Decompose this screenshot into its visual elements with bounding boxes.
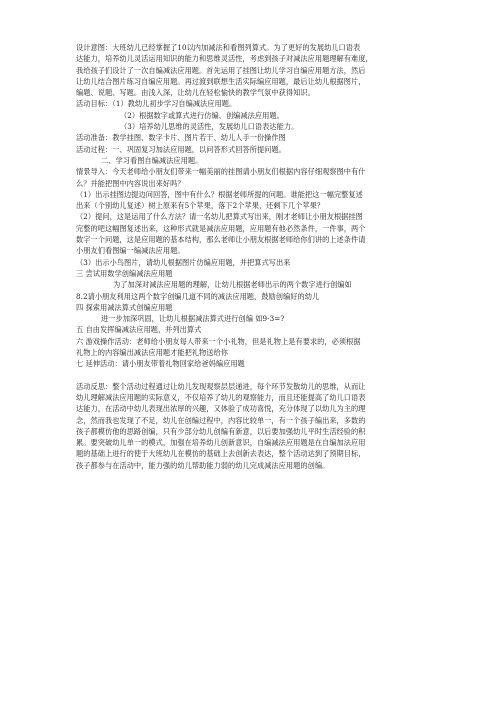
reflection-line: 达能力，在活动中幼儿表现出浓厚的兴趣，又体验了成功喜悦，充分体现了以幼儿为主的理: [76, 404, 366, 414]
body-line: 完整的吧这幅图复述出来，这种形式就是减法应用题，应用题有他必然条件，一件事，两个: [76, 223, 366, 233]
body-line: 出来（个别幼儿复述）树上原来有5个苹果，落下2个苹果，还剩下几个苹果？: [76, 201, 325, 211]
goal-item: （3）培养幼儿思维的灵活性，发展幼儿口语表达能力。: [120, 122, 299, 132]
body-line: （3）出示小鸟图片，请幼儿根据图片仿编应用题，并把算式写出来: [76, 257, 291, 267]
goals-title: 活动目标：（1）教幼儿初步学习自编减法应用题。: [76, 99, 237, 109]
intro-line: 编题、说题、写题。由浅入深，让幼儿在轻松愉快的教学气氛中获得知识。: [76, 88, 315, 98]
body-line: 么？并能把图中内容说出来好吗？: [76, 178, 185, 188]
reflection-line: 孩子都参与在活动中，能力强的幼儿帮助能力弱的幼儿完成减法应用题的创编。: [76, 460, 330, 470]
paragraph-gap: [76, 370, 426, 381]
reflection-line: 题的基础上进行的使于大班幼儿在模仿的基础上去创新去表达，整个活动达到了预期目标，: [76, 449, 366, 459]
goal-item: （2）根据数字或算式进行仿编、创编减法应用题。: [120, 110, 284, 120]
preparation: 活动准备：教学挂图、数字卡片、图片若干、幼儿人手一份操作图: [76, 133, 286, 143]
body-line: （1）出示挂图边提边问回答，图中有什么？根据老师所提的问题。谁能把这一幅完整复述: [76, 189, 363, 199]
intro-line: 让幼儿结合图片练习自编应用题。再过渡到联想生活实际编应用题，最后让幼儿根据图片，: [76, 76, 366, 86]
section-four-title: 四 探索用减法算式创编应用题: [76, 302, 173, 312]
section-three-detail: 8.2请小朋友利用这两个数字创编几道不同的减法应用题，鼓励创编好的幼儿: [76, 291, 320, 301]
body-line: 小朋友们看图编一编减法应用题。: [76, 246, 185, 256]
reflection-line: 孩子都模仿他的思路创编，只有少部分幼儿创编有新意，以后要加强幼儿平时生活经验的积: [76, 426, 366, 436]
intro-line: 设计意图：大班幼儿已经掌握了10以内加减法和看图列算式。为了更好的发展幼儿口语表: [76, 43, 361, 52]
body-line: 数字一个问题，这是应用题的基本结构，那么老师让小朋友根据老师给你们讲的上述条件请: [76, 235, 366, 245]
section-four-detail: 进一步加深巩固，让幼儿根据减法算式进行创编 如9-3=?: [101, 314, 285, 324]
intro-line: 我给孩子们设计了一次自编减法应用题。首先运用了挂图让幼儿学习自编应用题方法，然后: [76, 65, 366, 75]
reflection-line: 幼儿理解减法应用题的实际意义，不仅培养了幼儿的观察能力，而且还能提高了幼儿口语表: [76, 392, 366, 402]
body-line: （2）提问，这是运用了什么方法？请一名幼儿把算式写出来，刚才老师让小朋友根据挂图: [76, 212, 363, 222]
section-six: 六 游戏操作活动：老师给小朋友每人带来一个小礼物，但是礼物上是有要求的，必须根据: [76, 336, 361, 346]
section-three-detail: 为了加深对减法应用题的理解，让幼儿根据老师出示的两个数字进行创编如: [113, 280, 352, 290]
document-content: [76, 42, 426, 471]
body-line: 情景导入：今天老师给小朋友们带来一幅美丽的挂图请小朋友们根据内容仔细观察图中有什: [76, 167, 366, 177]
reflection-line: 累。要突破幼儿单一的模式，加强在培养幼儿创新意识，自编减法应用题是在自编加法应用: [76, 438, 366, 448]
reflection-line: 念，然而我也发现了不足，幼儿在创编过程中，内容比较单一，有一个孩子编出来，多数的: [76, 415, 366, 425]
section-five: 五 自由发挥编减法应用题，并列出算式: [76, 325, 202, 335]
section-six-cont: 礼物上的内容编出减法应用题才能把礼物送给你: [76, 348, 228, 358]
intro-line: 达能力，培养幼儿灵活运用知识的能力和思维灵活性，考虑到孩子对减法应用题理解有难度，: [76, 54, 373, 64]
section-seven: 七 延伸活动：请小朋友带着礼物回家给爸妈编应用题: [76, 359, 245, 369]
process-title: 活动过程：一、巩固复习加法应用题，以问答形式回答所提问题。: [76, 144, 286, 154]
step-two: 二、学习看图自编减法应用题。: [101, 155, 203, 165]
reflection-line: 活动反思：整个活动过程通过让幼儿发现观察层层递进，每个环节发散幼儿的思维，从而让: [76, 381, 366, 391]
section-three-title: 三 尝试用数学创编减法应用题: [76, 268, 173, 278]
